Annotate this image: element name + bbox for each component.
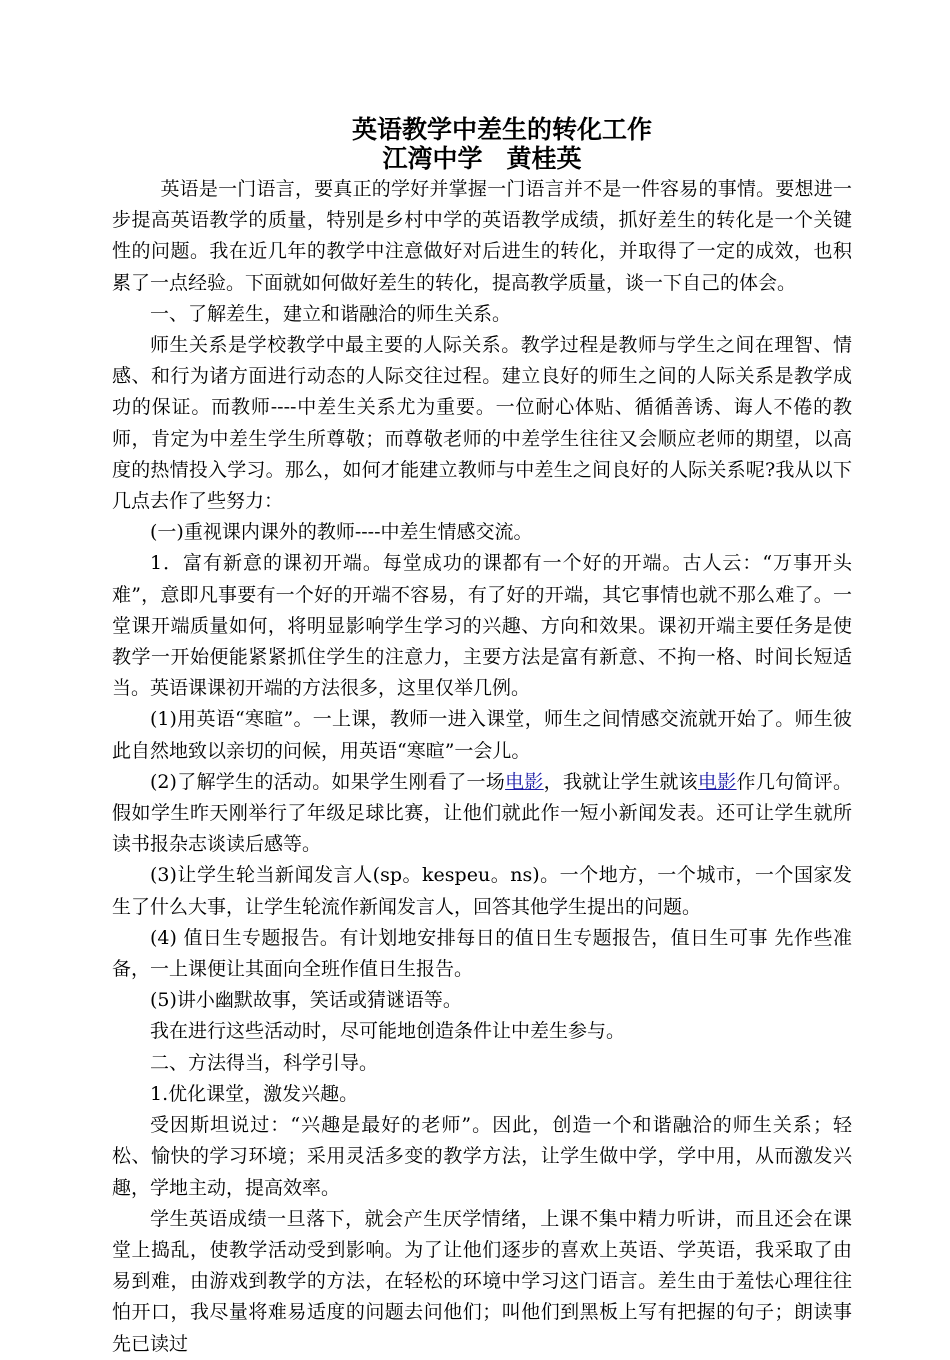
text-run: 作几句简评。假如学生昨天刚举行了年级足球比赛，让他们就此作一短小新闻发表。还可让学生就所读书报杂志谈读后感等。	[112, 770, 852, 856]
paragraph: 受因斯坦说过：“兴趣是最好的老师”。因此，创造一个和谐融洽的师生关系；轻松、愉快的学习环境；采用灵活多变的教学方法，让学生做中学，学中用，从而激发兴趣，学地主动，提高效率。	[112, 1114, 852, 1199]
film-link[interactable]: 电影	[697, 770, 737, 793]
text-run: (2)了解学生的活动。如果学生刚看了一场	[150, 770, 506, 793]
author-school: 江湾中学	[382, 144, 483, 173]
text-run: ，我就让学生就该	[543, 770, 698, 793]
list-item: (5)讲小幽默故事，笑话或猜谜语等。	[150, 989, 462, 1012]
subsection-heading: 1.优化课堂，激发兴趣。	[150, 1082, 359, 1105]
subsection-heading: (一)重视课内课外的教师----中差生情感交流。	[150, 521, 533, 544]
paragraph: 我在进行这些活动时，尽可能地创造条件让中差生参与。	[150, 1020, 626, 1043]
list-item: (3)让学生轮当新闻发言人(sp。kespeu。ns)。一个地方，一个城市，一个国家发生了什么大事，让学生轮流作新闻发言人，回答其他学生提出的问题。	[112, 864, 852, 918]
paragraph: 学生英语成绩一旦落下，就会产生厌学情绪，上课不集中精力听讲，而且还会在课堂上捣乱，使教学活动受到影响。为了让他们逐步的喜欢上英语、学英语，我采取了由易到难，由游戏到教学的方法，在轻松的环境中学习这门语言。差生由于羞怯心理往往怕开口，我尽量将难易适度的问题去问他们；叫他们到黑板上写有把握的句子；朗读事先已读过	[112, 1207, 852, 1355]
paragraph: 师生关系是学校教学中最主要的人际关系。教学过程是教师与学生之间在理智、情感、和行为诸方面进行动态的人际交往过程。建立良好的师生之间的人际关系是教学成功的保证。而教师----中差生关系尤为重要。一位耐心体贴、循循善诱、诲人不倦的教师，肯定为中差生学生所尊敬；而尊敬老师的中差学生往往又会顺应老师的期望，以高度的热情投入学习。那么，如何才能建立教师与中差生之间良好的人际关系呢?我从以下几点去作了些努力：	[112, 334, 852, 513]
document-title: 英语教学中差生的转化工作	[351, 115, 652, 144]
list-item	[112, 767, 852, 861]
list-item: (1)用英语“寒暄”。一上课，教师一进入课堂，师生之间情感交流就开始了。师生彼此自然地致以亲切的问候，用英语“寒暄”一会儿。	[112, 708, 852, 762]
paragraph: 1．富有新意的课初开端。每堂成功的课都有一个好的开端。古人云：“万事开头难”，意即凡事要有一个好的开端不容易，有了好的开端，其它事情也就不那么难了。一堂课开端质量如何，将明显影响学生学习的兴趣、方向和效果。课初开端主要任务是使教学一开始便能紧紧抓住学生的注意力，主要方法是富有新意、不拘一格、时间长短适当。英语课课初开端的方法很多，这里仅举几例。	[112, 552, 852, 700]
paragraph-intro: 英语是一门语言，要真正的学好并掌握一门语言并不是一件容易的事情。要想进一步提高英语教学的质量，特别是乡村中学的英语教学成绩，抓好差生的转化是一个关键性的问题。我在近几年的教学中注意做好对后进生的转化，并取得了一定的成效，也积累了一点经验。下面就如何做好差生的转化，提高教学质量，谈一下自己的体会。	[112, 178, 852, 294]
document-page	[112, 114, 852, 1360]
film-link[interactable]: 电影	[505, 770, 544, 793]
author-name: 黄桂英	[506, 144, 582, 173]
list-item: (4) 值日生专题报告。有计划地安排每日的值日生专题报告，值日生可事 先作些准备，一上课便让其面向全班作值日生报告。	[112, 926, 852, 981]
section-heading-1: 一、了解差生，建立和谐融洽的师生关系。	[150, 302, 512, 325]
author-line	[112, 143, 852, 174]
section-heading-2: 二、方法得当，科学引导。	[150, 1051, 379, 1074]
